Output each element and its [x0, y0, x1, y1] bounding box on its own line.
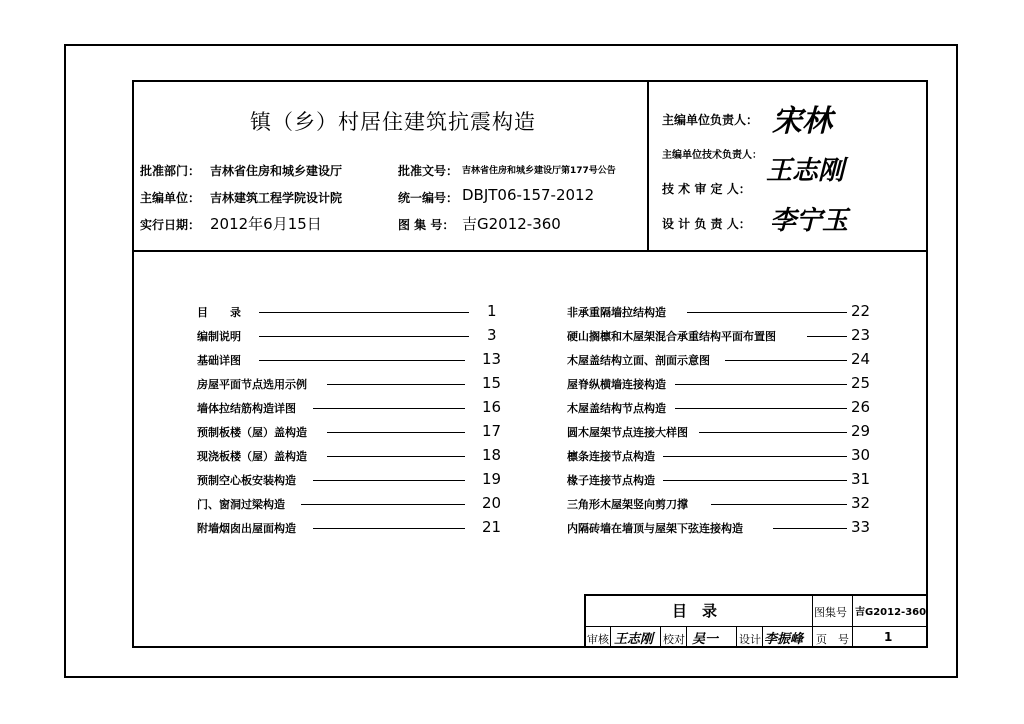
toc-leader-line: [663, 480, 847, 481]
editor-unit-value: 吉林建筑工程学院设计院: [210, 191, 343, 205]
design-label: 设计: [739, 633, 761, 646]
sheet-title: 目 录: [672, 602, 718, 620]
toc-leader-line: [327, 456, 465, 457]
toc-item-page: 29: [851, 422, 871, 440]
toc-item-title: 预制板楼（屋）盖构造: [197, 426, 307, 439]
toc-leader-line: [687, 312, 847, 313]
title-block-divider: [686, 626, 687, 648]
effective-date-value: 2012年6月15日: [210, 215, 322, 233]
approval-doc-value: 吉林省住房和城乡建设厅第177号公告: [462, 166, 616, 176]
effective-date-label: 实行日期：: [140, 218, 201, 232]
toc-item-title: 附墙烟囱出屋面构造: [197, 522, 296, 535]
toc-leader-line: [675, 408, 847, 409]
toc-item: [567, 304, 877, 322]
toc-leader-line: [699, 432, 847, 433]
toc-item-title: 现浇板楼（屋）盖构造: [197, 450, 307, 463]
toc-item: [567, 496, 877, 514]
toc-item-page: 26: [851, 398, 871, 416]
toc-item: [567, 448, 877, 466]
toc-leader-line: [773, 528, 847, 529]
page-label: 页 号: [816, 633, 849, 646]
approval-doc-label: 批准文号：: [398, 164, 459, 178]
toc-item: [197, 352, 507, 370]
unified-no-value: DBJT06-157-2012: [462, 186, 595, 204]
toc-item: [567, 376, 877, 394]
toc-item-page: 16: [482, 398, 502, 416]
toc-item: [197, 496, 507, 514]
toc-leader-line: [725, 360, 847, 361]
toc-item-title: 内隔砖墙在墙顶与屋架下弦连接构造: [567, 522, 743, 535]
title-block-divider: [762, 626, 763, 648]
unit-head-label: 主编单位负责人：: [662, 113, 759, 127]
toc-item-page: 23: [851, 326, 871, 344]
title-block-divider: [812, 594, 813, 648]
toc-item: [567, 352, 877, 370]
toc-item-page: 13: [482, 350, 502, 368]
title-block-divider: [736, 626, 737, 648]
toc-item-title: 屋脊纵横墙连接构造: [567, 378, 666, 391]
toc-item-title: 椽子连接节点构造: [567, 474, 655, 487]
editor-unit-label: 主编单位：: [140, 191, 201, 205]
tech-head-label: 主编单位技术负责人：: [662, 150, 762, 161]
toc-item: [567, 520, 877, 538]
toc-leader-line: [259, 336, 469, 337]
toc-item: [567, 328, 877, 346]
toc-leader-line: [313, 480, 465, 481]
toc-item-title: 预制空心板安装构造: [197, 474, 296, 487]
atlas-no-value: 吉G2012-360: [462, 215, 561, 233]
unit-head-signature: 宋林: [772, 104, 832, 139]
toc-item-page: 20: [482, 494, 502, 512]
atlas-label: 图集号: [814, 606, 847, 619]
toc-item-page: 32: [851, 494, 871, 512]
toc-item: [197, 520, 507, 538]
toc-item-title: 硬山搁檩和木屋架混合承重结构平面布置图: [567, 330, 776, 343]
design-head-signature: 李宁玉: [770, 206, 849, 236]
title-block-divider: [660, 626, 661, 648]
toc-item-page: 19: [482, 470, 502, 488]
toc-item-page: 3: [487, 326, 497, 344]
toc-leader-line: [313, 528, 465, 529]
toc-item-page: 22: [851, 302, 871, 320]
toc-leader-line: [663, 456, 847, 457]
toc-leader-line: [259, 312, 469, 313]
toc-item: [567, 424, 877, 442]
check-label: 校对: [663, 633, 685, 646]
title-block-left-line: [584, 594, 586, 648]
header-divider-line: [647, 80, 649, 251]
toc-item-title: 木屋盖结构立面、剖面示意图: [567, 354, 710, 367]
toc-item-page: 30: [851, 446, 871, 464]
title-block-divider: [610, 626, 611, 648]
toc-item-title: 编制说明: [197, 330, 241, 343]
toc-item-page: 24: [851, 350, 871, 368]
toc-item: [197, 328, 507, 346]
review-signature: 王志刚: [614, 632, 654, 647]
page-value: 1: [884, 630, 893, 644]
toc-item: [567, 400, 877, 418]
design-signature: 李振峰: [764, 632, 804, 647]
title-block-divider: [852, 594, 853, 648]
toc-item: [197, 472, 507, 490]
toc-leader-line: [675, 384, 847, 385]
toc-leader-line: [327, 432, 465, 433]
toc-item-page: 15: [482, 374, 502, 392]
toc-item-page: 21: [482, 518, 502, 536]
toc-leader-line: [301, 504, 465, 505]
tech-approver-label: 技 术 审 定 人：: [662, 182, 751, 196]
unified-no-label: 统一编号：: [398, 191, 459, 205]
toc-leader-line: [327, 384, 465, 385]
toc-item-title: 檩条连接节点构造: [567, 450, 655, 463]
design-head-label: 设 计 负 责 人：: [662, 217, 751, 231]
toc-item: [197, 448, 507, 466]
toc-leader-line: [259, 360, 465, 361]
approval-dept-value: 吉林省住房和城乡建设厅: [210, 164, 343, 178]
tech-approver-signature: 王志刚: [766, 156, 845, 186]
toc-item: [197, 376, 507, 394]
toc-item: [567, 472, 877, 490]
toc-leader-line: [313, 408, 465, 409]
toc-item-title: 非承重隔墙拉结构造: [567, 306, 666, 319]
review-label: 审核: [587, 633, 609, 646]
toc-item-page: 33: [851, 518, 871, 536]
toc-item-page: 17: [482, 422, 502, 440]
title-block-mid-line: [584, 626, 928, 627]
page-title: 镇（乡）村居住建筑抗震构造: [250, 110, 536, 134]
approval-dept-label: 批准部门：: [140, 164, 201, 178]
toc-item-title: 基础详图: [197, 354, 241, 367]
toc-item-title: 房屋平面节点选用示例: [197, 378, 307, 391]
toc-item-title: 三角形木屋架竖向剪刀撑: [567, 498, 688, 511]
toc-item-title: 木屋盖结构节点构造: [567, 402, 666, 415]
header-bottom-line: [132, 250, 928, 252]
atlas-value: 吉G2012-360: [855, 607, 927, 618]
toc-leader-line: [807, 336, 847, 337]
toc-item-title: 墙体拉结筋构造详图: [197, 402, 296, 415]
check-signature: 吴一: [692, 632, 719, 647]
toc-item-page: 1: [487, 302, 497, 320]
toc-item-page: 25: [851, 374, 871, 392]
toc-item-title: 目 录: [197, 306, 241, 319]
toc-item-page: 31: [851, 470, 871, 488]
toc-item: [197, 424, 507, 442]
title-block-top-line: [584, 594, 928, 596]
toc-item-page: 18: [482, 446, 502, 464]
toc-leader-line: [711, 504, 847, 505]
toc-item: [197, 400, 507, 418]
toc-item: [197, 304, 507, 322]
atlas-no-label: 图 集 号：: [398, 218, 455, 232]
toc-item-title: 圆木屋架节点连接大样图: [567, 426, 688, 439]
toc-item-title: 门、窗洞过梁构造: [197, 498, 285, 511]
